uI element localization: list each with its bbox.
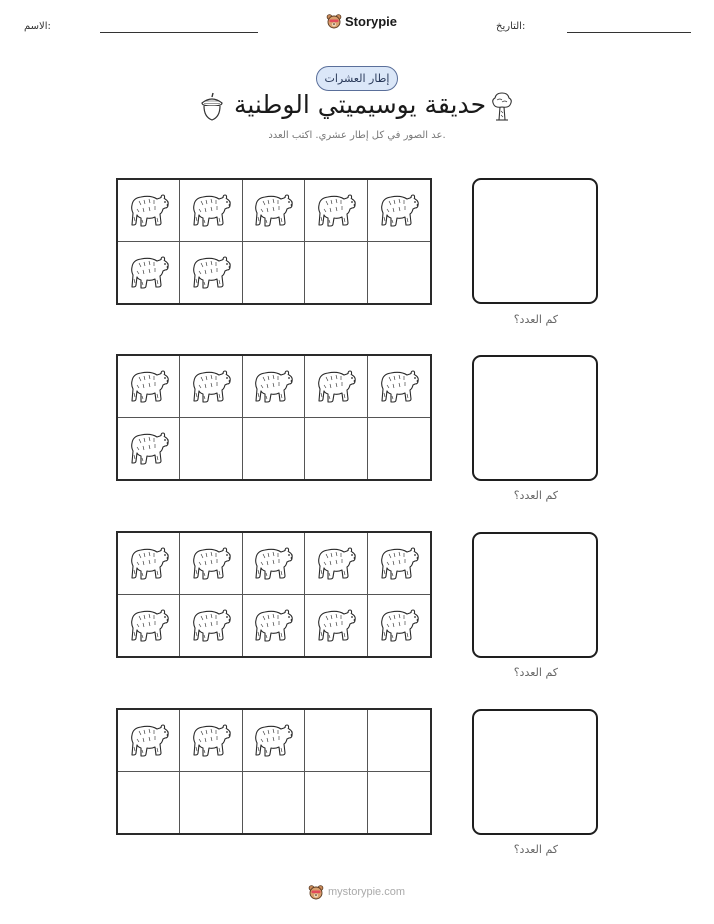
ten-frame-cell bbox=[368, 595, 430, 657]
ten-frame-cell bbox=[305, 418, 367, 480]
bear-icon bbox=[377, 365, 421, 407]
bear-icon bbox=[251, 719, 295, 761]
name-label: الاسم: bbox=[24, 21, 51, 32]
ten-frame-cell bbox=[180, 595, 242, 657]
footer bbox=[308, 884, 405, 900]
bear-icon bbox=[377, 542, 421, 584]
page-title: حديقة يوسيميتي الوطنية bbox=[233, 90, 487, 119]
ten-frame-cell bbox=[243, 595, 305, 657]
bear-icon bbox=[189, 719, 233, 761]
name-line[interactable] bbox=[100, 32, 258, 33]
ten-frame-cell bbox=[180, 772, 242, 834]
ten-frame-cell bbox=[368, 772, 430, 834]
ten-frame-cell bbox=[305, 242, 367, 304]
bear-icon bbox=[189, 251, 233, 293]
ten-frame-cell bbox=[118, 710, 180, 772]
bear-icon bbox=[377, 189, 421, 231]
how-many-label-4: كم العدد؟ bbox=[513, 843, 558, 856]
ten-frame-2 bbox=[116, 354, 432, 481]
ten-frame-cell bbox=[180, 710, 242, 772]
bear-icon bbox=[377, 604, 421, 646]
ten-frame-cell bbox=[180, 356, 242, 418]
how-many-label-2: كم العدد؟ bbox=[513, 489, 558, 502]
bear-face-icon bbox=[326, 13, 342, 29]
ten-frame-cell bbox=[368, 418, 430, 480]
ten-frame-4 bbox=[116, 708, 432, 835]
ten-frame-cell bbox=[368, 533, 430, 595]
ten-frame-cell bbox=[305, 595, 367, 657]
bear-icon bbox=[127, 189, 171, 231]
bear-icon bbox=[127, 427, 171, 469]
bear-icon bbox=[314, 189, 358, 231]
answer-box-2[interactable] bbox=[472, 355, 598, 481]
date-label: التاريخ: bbox=[496, 21, 526, 32]
ten-frame-cell bbox=[305, 180, 367, 242]
ten-frame-cell bbox=[243, 772, 305, 834]
bear-icon bbox=[314, 365, 358, 407]
ten-frame-cell bbox=[118, 533, 180, 595]
ten-frame-cell bbox=[118, 180, 180, 242]
bear-icon bbox=[127, 604, 171, 646]
bear-icon bbox=[251, 604, 295, 646]
ten-frame-cell bbox=[243, 356, 305, 418]
ten-frame-cell bbox=[243, 418, 305, 480]
ten-frame-cell bbox=[243, 180, 305, 242]
how-many-label-3: كم العدد؟ bbox=[513, 666, 558, 679]
instructions: عد الصور في كل إطار عشري. اكتب العدد. bbox=[268, 130, 446, 141]
bear-icon bbox=[127, 365, 171, 407]
bear-icon bbox=[314, 542, 358, 584]
bear-icon bbox=[189, 189, 233, 231]
ten-frame-cell bbox=[180, 180, 242, 242]
brand-name: Storypie bbox=[345, 13, 398, 29]
ten-frame-cell bbox=[118, 356, 180, 418]
ten-frame-cell bbox=[180, 418, 242, 480]
ten-frame-cell bbox=[368, 180, 430, 242]
bear-face-icon bbox=[308, 884, 324, 900]
ten-frame-cell bbox=[118, 772, 180, 834]
ten-frame-cell bbox=[243, 242, 305, 304]
ten-frame-cell bbox=[180, 533, 242, 595]
bear-icon bbox=[314, 604, 358, 646]
bear-icon bbox=[251, 189, 295, 231]
answer-box-3[interactable] bbox=[472, 532, 598, 658]
ten-frame-cell bbox=[243, 533, 305, 595]
ten-frame-cell bbox=[118, 595, 180, 657]
ten-frame-cell bbox=[243, 710, 305, 772]
ten-frame-cell bbox=[305, 710, 367, 772]
answer-box-1[interactable] bbox=[472, 178, 598, 304]
bear-icon bbox=[127, 542, 171, 584]
ten-frame-cell bbox=[180, 242, 242, 304]
bear-icon bbox=[189, 542, 233, 584]
footer-url: mystorypie.com bbox=[328, 886, 406, 898]
bear-icon bbox=[127, 251, 171, 293]
ten-frame-cell bbox=[368, 710, 430, 772]
date-line[interactable] bbox=[567, 32, 691, 33]
ten-frame-cell bbox=[368, 242, 430, 304]
bear-icon bbox=[189, 365, 233, 407]
ten-frame-cell bbox=[118, 242, 180, 304]
ten-frame-cell bbox=[305, 533, 367, 595]
ten-frame-cell bbox=[305, 356, 367, 418]
ten-frame-cell bbox=[305, 772, 367, 834]
answer-box-4[interactable] bbox=[472, 709, 598, 835]
bear-icon bbox=[251, 542, 295, 584]
ten-frame-1 bbox=[116, 178, 432, 305]
bear-icon bbox=[251, 365, 295, 407]
worksheet-type-badge: إطار العشرات bbox=[316, 66, 398, 91]
ten-frame-cell bbox=[118, 418, 180, 480]
ten-frame-3 bbox=[116, 531, 432, 658]
tree-icon bbox=[490, 91, 514, 123]
bear-icon bbox=[127, 719, 171, 761]
bear-icon bbox=[189, 604, 233, 646]
brand-logo bbox=[326, 13, 397, 29]
ten-frame-cell bbox=[368, 356, 430, 418]
how-many-label-1: كم العدد؟ bbox=[513, 313, 558, 326]
